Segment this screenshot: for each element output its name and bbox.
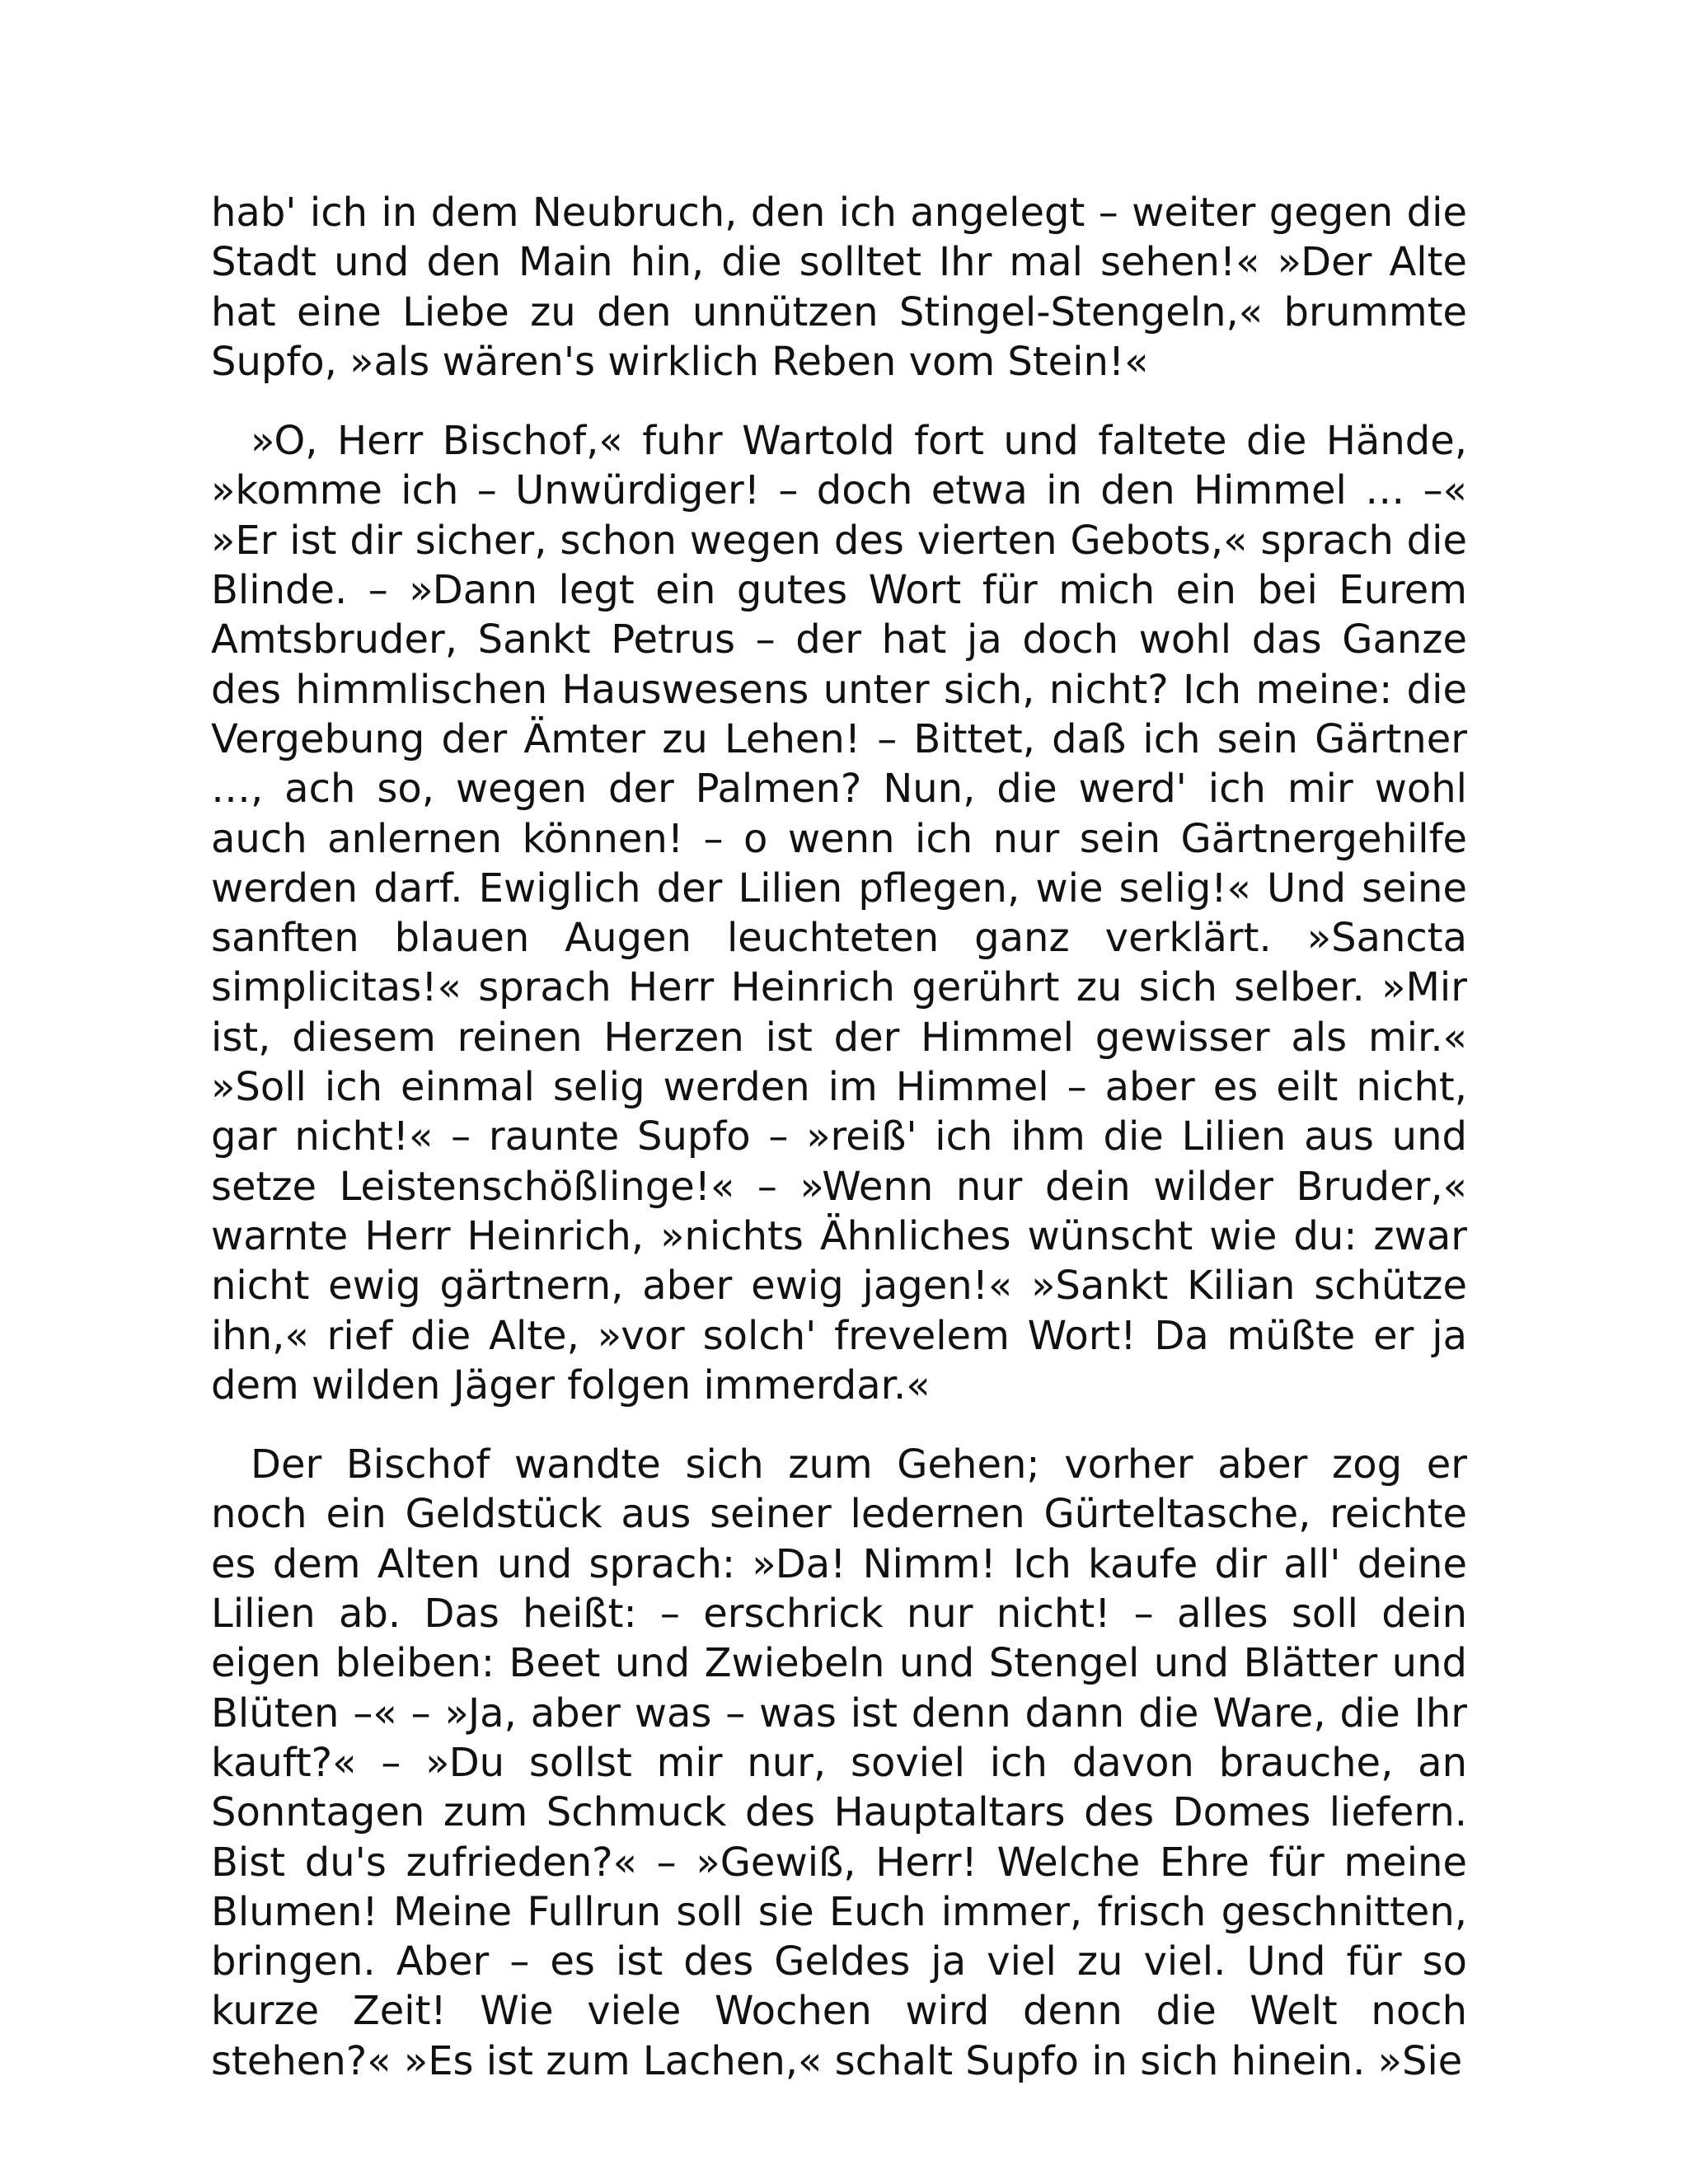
paragraph: hab' ich in dem Neubruch, den ich angelegt – weiter gegen die Stadt und den Main hin, die solltet Ihr mal sehen!« »Der Alte hat eine Liebe zu den unnützen Stingel-Stengeln,« brummte Supfo, »als wären's wirklich Reben vom Stein!« xyxy=(211,190,1467,385)
document-page xyxy=(211,188,1467,2086)
paragraph: Der Bischof wandte sich zum Gehen; vorher aber zog er noch ein Geldstück aus seiner ledernen Gürteltasche, reichte es dem Alten und sprach: »Da! Nimm! Ich kaufe dir all' deine Lilien ab. Das heißt: – erschrick nur nicht! – alles soll dein eigen bleiben: Beet und Zwiebeln und Stengel und Blätter und Blüten –« – »Ja, aber was – was ist denn dann die Ware, die Ihr kauft?« – »Du sollst mir nur, soviel ich davon brauche, an Sonntagen zum Schmuck des Hauptaltars des Domes liefern. Bist du's zufrieden?« – »Gewiß, Herr! Welche Ehre für meine Blumen! Meine Fullrun soll sie Euch immer, frisch geschnitten, bringen. Aber – es ist des Geldes ja viel zu viel. Und für so kurze Zeit! Wie viele Wochen wird denn die Welt noch stehen?« »Es ist zum Lachen,« schalt Supfo in sich hinein. »Sie xyxy=(211,1441,1467,2084)
paragraph: »O, Herr Bischof,« fuhr Wartold fort und faltete die Hände, »komme ich – Unwürdiger! – doch etwa in den Himmel … –« »Er ist dir sicher, schon wegen des vierten Gebots,« sprach die Blinde. – »Dann legt ein gutes Wort für mich ein bei Eurem Amtsbruder, Sankt Petrus – der hat ja doch wohl das Ganze des himmlischen Hauswesens unter sich, nicht? Ich meine: die Vergebung der Ämter zu Lehen! – Bittet, daß ich sein Gärtner …, ach so, wegen der Palmen? Nun, die werd' ich mir wohl auch anlernen können! – o wenn ich nur sein Gärtnergehilfe werden darf. Ewiglich der Lilien pflegen, wie selig!« Und seine sanften blauen Augen leuchteten ganz verklärt. »Sancta simplicitas!« sprach Herr Heinrich gerührt zu sich selber. »Mir ist, diesem reinen Herzen ist der Himmel gewisser als mir.« »Soll ich einmal selig werden im Himmel – aber es eilt nicht, gar nicht!« – raunte Supfo – »reiß' ich ihm die Lilien aus und setze Leistenschößlinge!« – »Wenn nur dein wilder Bruder,« warnte Herr Heinrich, »nichts Ähnliches wünscht wie du: zwar nicht ewig gärtnern, aber ewig jagen!« »Sankt Kilian schütze ihn,« rief die Alte, »vor solch' frevelem Wort! Da müßte er ja dem wilden Jäger folgen immerdar.« xyxy=(211,418,1467,1408)
